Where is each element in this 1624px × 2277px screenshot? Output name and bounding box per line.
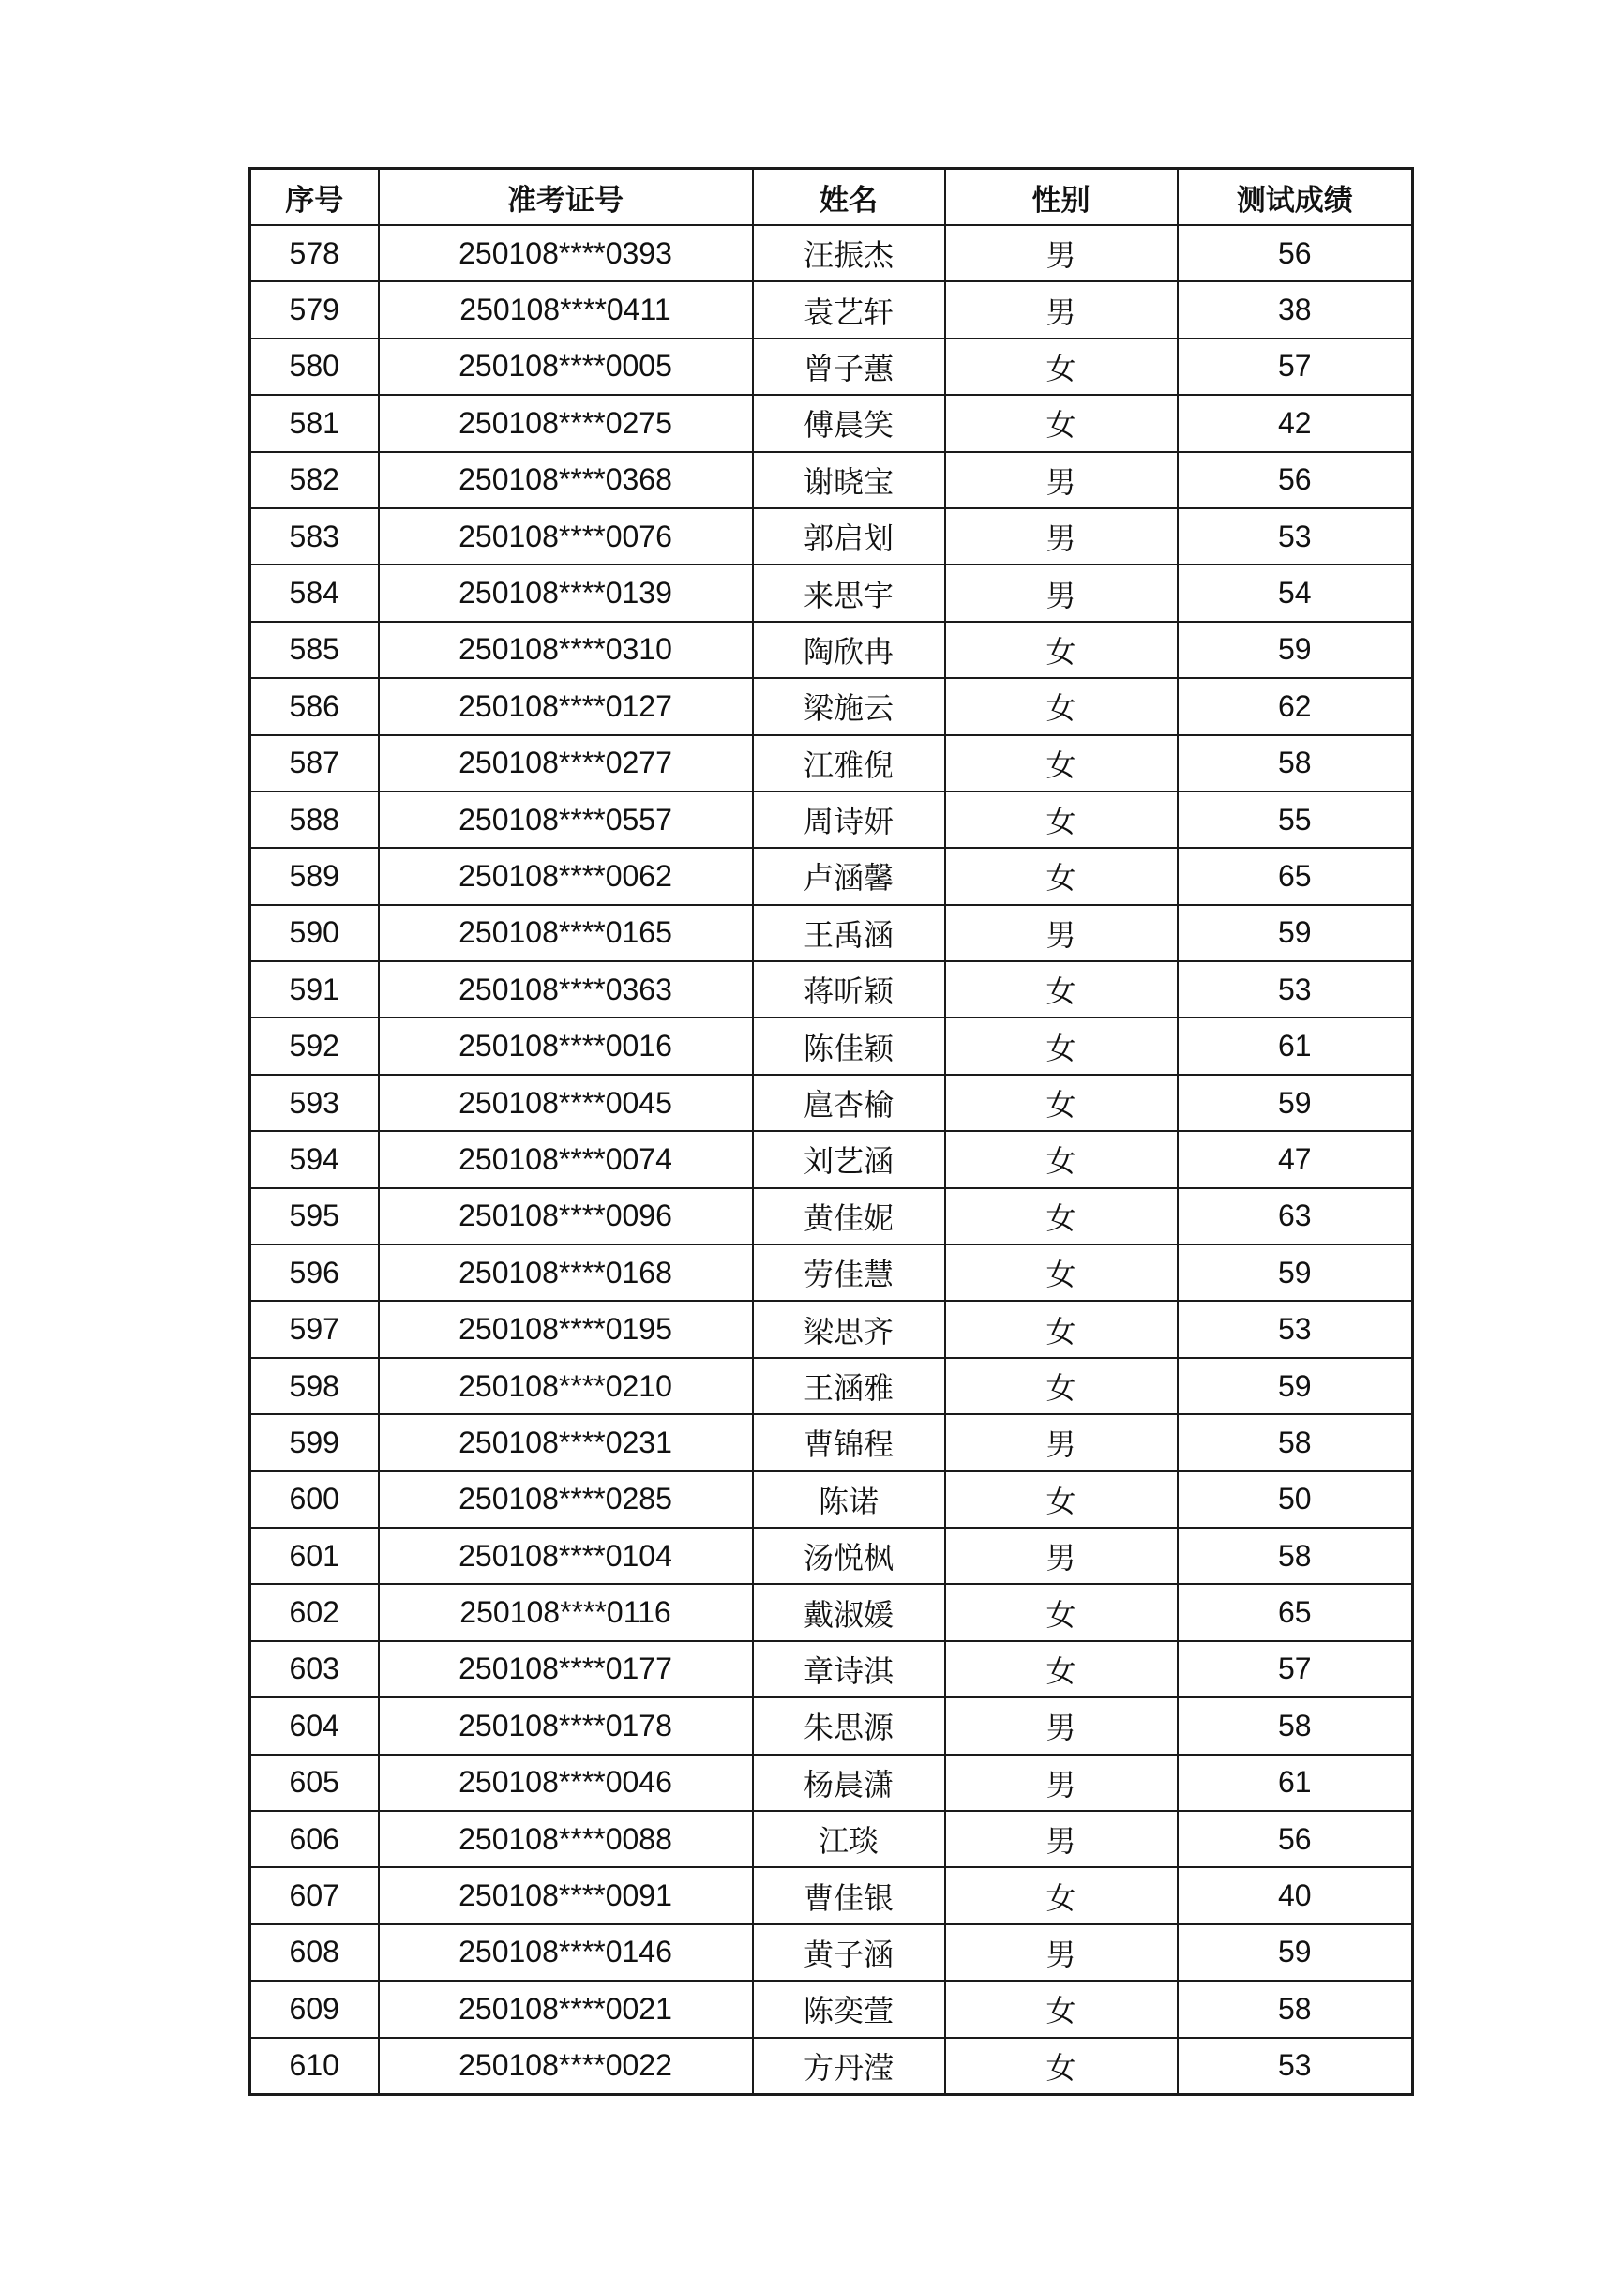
- cell-score: 59: [1178, 1924, 1413, 1981]
- cell-seq: 608: [250, 1924, 379, 1981]
- cell-name: 谢晓宝: [753, 452, 945, 508]
- cell-name: 卢涵馨: [753, 848, 945, 904]
- table-row: [250, 905, 1413, 961]
- cell-seq: 581: [250, 395, 379, 451]
- cell-name: 来思宇: [753, 565, 945, 621]
- table-row: [250, 1131, 1413, 1187]
- cell-exam-id: 250108****0231: [379, 1414, 753, 1470]
- cell-gender: 女: [945, 1981, 1178, 2037]
- cell-exam-id: 250108****0046: [379, 1755, 753, 1811]
- cell-seq: 594: [250, 1131, 379, 1187]
- cell-name: 汪振杰: [753, 225, 945, 281]
- header-row: [250, 169, 1413, 226]
- cell-score: 56: [1178, 1811, 1413, 1867]
- table-row: [250, 1755, 1413, 1811]
- table-row: [250, 1641, 1413, 1697]
- cell-exam-id: 250108****0277: [379, 735, 753, 792]
- cell-score: 53: [1178, 1301, 1413, 1357]
- cell-exam-id: 250108****0178: [379, 1697, 753, 1754]
- cell-score: 58: [1178, 1414, 1413, 1470]
- cell-seq: 591: [250, 961, 379, 1018]
- cell-seq: 583: [250, 508, 379, 565]
- table-row: [250, 1528, 1413, 1584]
- cell-exam-id: 250108****0195: [379, 1301, 753, 1357]
- cell-gender: 男: [945, 1755, 1178, 1811]
- cell-gender: 男: [945, 1811, 1178, 1867]
- score-table-container: [248, 167, 1411, 2096]
- cell-exam-id: 250108****0363: [379, 961, 753, 1018]
- table-body: [250, 225, 1413, 2094]
- table-row: [250, 792, 1413, 848]
- cell-name: 杨晨潇: [753, 1755, 945, 1811]
- cell-score: 53: [1178, 508, 1413, 565]
- cell-name: 陈诺: [753, 1471, 945, 1528]
- cell-gender: 女: [945, 395, 1178, 451]
- cell-score: 59: [1178, 1075, 1413, 1131]
- cell-seq: 592: [250, 1018, 379, 1074]
- cell-gender: 女: [945, 339, 1178, 395]
- cell-name: 扈杏榆: [753, 1075, 945, 1131]
- cell-score: 59: [1178, 905, 1413, 961]
- cell-seq: 603: [250, 1641, 379, 1697]
- cell-seq: 596: [250, 1244, 379, 1301]
- cell-gender: 女: [945, 1018, 1178, 1074]
- cell-exam-id: 250108****0393: [379, 225, 753, 281]
- cell-score: 65: [1178, 1584, 1413, 1640]
- cell-gender: 男: [945, 452, 1178, 508]
- cell-score: 63: [1178, 1188, 1413, 1244]
- cell-score: 38: [1178, 281, 1413, 338]
- cell-score: 59: [1178, 1244, 1413, 1301]
- cell-gender: 女: [945, 678, 1178, 734]
- cell-exam-id: 250108****0088: [379, 1811, 753, 1867]
- cell-name: 汤悦枫: [753, 1528, 945, 1584]
- cell-seq: 597: [250, 1301, 379, 1357]
- cell-exam-id: 250108****0165: [379, 905, 753, 961]
- cell-gender: 男: [945, 225, 1178, 281]
- cell-gender: 男: [945, 281, 1178, 338]
- cell-exam-id: 250108****0557: [379, 792, 753, 848]
- table-row: [250, 848, 1413, 904]
- cell-name: 陈奕萱: [753, 1981, 945, 2037]
- cell-name: 梁思齐: [753, 1301, 945, 1357]
- cell-exam-id: 250108****0177: [379, 1641, 753, 1697]
- cell-score: 56: [1178, 225, 1413, 281]
- cell-name: 江琰: [753, 1811, 945, 1867]
- cell-score: 59: [1178, 622, 1413, 678]
- cell-seq: 601: [250, 1528, 379, 1584]
- cell-name: 江雅倪: [753, 735, 945, 792]
- cell-exam-id: 250108****0127: [379, 678, 753, 734]
- cell-exam-id: 250108****0411: [379, 281, 753, 338]
- cell-score: 56: [1178, 452, 1413, 508]
- cell-seq: 595: [250, 1188, 379, 1244]
- cell-name: 朱思源: [753, 1697, 945, 1754]
- cell-score: 54: [1178, 565, 1413, 621]
- cell-exam-id: 250108****0146: [379, 1924, 753, 1981]
- table-row: [250, 961, 1413, 1018]
- header-seq: 序号: [250, 169, 379, 226]
- table-row: [250, 225, 1413, 281]
- cell-gender: 女: [945, 2038, 1178, 2095]
- cell-seq: 578: [250, 225, 379, 281]
- cell-exam-id: 250108****0096: [379, 1188, 753, 1244]
- cell-name: 周诗妍: [753, 792, 945, 848]
- cell-seq: 604: [250, 1697, 379, 1754]
- cell-gender: 女: [945, 792, 1178, 848]
- cell-seq: 609: [250, 1981, 379, 2037]
- table-row: [250, 1018, 1413, 1074]
- table-row: [250, 395, 1413, 451]
- cell-name: 傅晨笑: [753, 395, 945, 451]
- cell-exam-id: 250108****0310: [379, 622, 753, 678]
- cell-score: 62: [1178, 678, 1413, 734]
- cell-seq: 598: [250, 1358, 379, 1414]
- cell-score: 59: [1178, 1358, 1413, 1414]
- cell-score: 61: [1178, 1018, 1413, 1074]
- table-row: [250, 1697, 1413, 1754]
- cell-exam-id: 250108****0062: [379, 848, 753, 904]
- cell-score: 42: [1178, 395, 1413, 451]
- cell-name: 劳佳慧: [753, 1244, 945, 1301]
- cell-exam-id: 250108****0074: [379, 1131, 753, 1187]
- cell-seq: 600: [250, 1471, 379, 1528]
- table-row: [250, 1075, 1413, 1131]
- table-row: [250, 1188, 1413, 1244]
- cell-exam-id: 250108****0116: [379, 1584, 753, 1640]
- cell-seq: 602: [250, 1584, 379, 1640]
- cell-name: 方丹滢: [753, 2038, 945, 2095]
- score-table: [248, 167, 1414, 2096]
- table-row: [250, 281, 1413, 338]
- cell-gender: 男: [945, 565, 1178, 621]
- cell-gender: 女: [945, 1584, 1178, 1640]
- cell-seq: 610: [250, 2038, 379, 2095]
- cell-seq: 580: [250, 339, 379, 395]
- cell-score: 58: [1178, 1528, 1413, 1584]
- cell-gender: 男: [945, 1528, 1178, 1584]
- cell-exam-id: 250108****0139: [379, 565, 753, 621]
- cell-exam-id: 250108****0076: [379, 508, 753, 565]
- cell-seq: 586: [250, 678, 379, 734]
- cell-exam-id: 250108****0005: [379, 339, 753, 395]
- cell-gender: 男: [945, 508, 1178, 565]
- cell-gender: 女: [945, 1244, 1178, 1301]
- cell-gender: 女: [945, 848, 1178, 904]
- cell-exam-id: 250108****0368: [379, 452, 753, 508]
- cell-score: 57: [1178, 339, 1413, 395]
- cell-gender: 女: [945, 1075, 1178, 1131]
- table-row: [250, 2038, 1413, 2095]
- cell-exam-id: 250108****0016: [379, 1018, 753, 1074]
- cell-name: 郭启划: [753, 508, 945, 565]
- table-row: [250, 678, 1413, 734]
- header-score: 测试成绩: [1178, 169, 1413, 226]
- cell-score: 53: [1178, 2038, 1413, 2095]
- table-row: [250, 1924, 1413, 1981]
- cell-name: 曹佳银: [753, 1867, 945, 1923]
- cell-name: 刘艺涵: [753, 1131, 945, 1187]
- cell-exam-id: 250108****0091: [379, 1867, 753, 1923]
- cell-exam-id: 250108****0021: [379, 1981, 753, 2037]
- table-row: [250, 1301, 1413, 1357]
- cell-exam-id: 250108****0045: [379, 1075, 753, 1131]
- table-row: [250, 622, 1413, 678]
- cell-score: 50: [1178, 1471, 1413, 1528]
- cell-seq: 599: [250, 1414, 379, 1470]
- cell-gender: 女: [945, 1471, 1178, 1528]
- cell-seq: 585: [250, 622, 379, 678]
- table-row: [250, 1244, 1413, 1301]
- cell-name: 曹锦程: [753, 1414, 945, 1470]
- cell-gender: 男: [945, 905, 1178, 961]
- cell-gender: 男: [945, 1697, 1178, 1754]
- table-row: [250, 1358, 1413, 1414]
- cell-score: 55: [1178, 792, 1413, 848]
- cell-seq: 582: [250, 452, 379, 508]
- table-row: [250, 339, 1413, 395]
- cell-name: 曾子蕙: [753, 339, 945, 395]
- cell-gender: 女: [945, 622, 1178, 678]
- cell-gender: 女: [945, 1358, 1178, 1414]
- cell-seq: 579: [250, 281, 379, 338]
- cell-seq: 593: [250, 1075, 379, 1131]
- cell-gender: 男: [945, 1924, 1178, 1981]
- table-row: [250, 1867, 1413, 1923]
- cell-score: 58: [1178, 735, 1413, 792]
- cell-exam-id: 250108****0285: [379, 1471, 753, 1528]
- cell-gender: 女: [945, 1867, 1178, 1923]
- cell-seq: 588: [250, 792, 379, 848]
- cell-gender: 女: [945, 1188, 1178, 1244]
- table-row: [250, 565, 1413, 621]
- cell-score: 53: [1178, 961, 1413, 1018]
- cell-score: 57: [1178, 1641, 1413, 1697]
- cell-name: 戴淑媛: [753, 1584, 945, 1640]
- table-header: [250, 169, 1413, 226]
- cell-score: 58: [1178, 1981, 1413, 2037]
- table-row: [250, 452, 1413, 508]
- cell-score: 47: [1178, 1131, 1413, 1187]
- cell-seq: 589: [250, 848, 379, 904]
- cell-exam-id: 250108****0022: [379, 2038, 753, 2095]
- cell-exam-id: 250108****0168: [379, 1244, 753, 1301]
- cell-seq: 606: [250, 1811, 379, 1867]
- cell-score: 58: [1178, 1697, 1413, 1754]
- cell-name: 蒋昕颖: [753, 961, 945, 1018]
- cell-score: 40: [1178, 1867, 1413, 1923]
- cell-seq: 607: [250, 1867, 379, 1923]
- cell-name: 王禹涵: [753, 905, 945, 961]
- cell-name: 陈佳颖: [753, 1018, 945, 1074]
- cell-seq: 590: [250, 905, 379, 961]
- cell-name: 王涵雅: [753, 1358, 945, 1414]
- header-exam-id: 准考证号: [379, 169, 753, 226]
- cell-name: 袁艺轩: [753, 281, 945, 338]
- cell-name: 章诗淇: [753, 1641, 945, 1697]
- cell-seq: 584: [250, 565, 379, 621]
- header-gender: 性别: [945, 169, 1178, 226]
- cell-score: 65: [1178, 848, 1413, 904]
- table-row: [250, 508, 1413, 565]
- cell-name: 黄子涵: [753, 1924, 945, 1981]
- cell-gender: 女: [945, 961, 1178, 1018]
- cell-seq: 605: [250, 1755, 379, 1811]
- table-row: [250, 1414, 1413, 1470]
- cell-exam-id: 250108****0210: [379, 1358, 753, 1414]
- cell-name: 黄佳妮: [753, 1188, 945, 1244]
- table-row: [250, 1811, 1413, 1867]
- table-row: [250, 1471, 1413, 1528]
- table-row: [250, 1981, 1413, 2037]
- header-name: 姓名: [753, 169, 945, 226]
- cell-score: 61: [1178, 1755, 1413, 1811]
- table-row: [250, 735, 1413, 792]
- cell-name: 陶欣冉: [753, 622, 945, 678]
- cell-exam-id: 250108****0275: [379, 395, 753, 451]
- cell-gender: 女: [945, 735, 1178, 792]
- cell-gender: 女: [945, 1131, 1178, 1187]
- cell-name: 梁施云: [753, 678, 945, 734]
- cell-seq: 587: [250, 735, 379, 792]
- cell-gender: 女: [945, 1641, 1178, 1697]
- cell-exam-id: 250108****0104: [379, 1528, 753, 1584]
- table-row: [250, 1584, 1413, 1640]
- cell-gender: 女: [945, 1301, 1178, 1357]
- cell-gender: 男: [945, 1414, 1178, 1470]
